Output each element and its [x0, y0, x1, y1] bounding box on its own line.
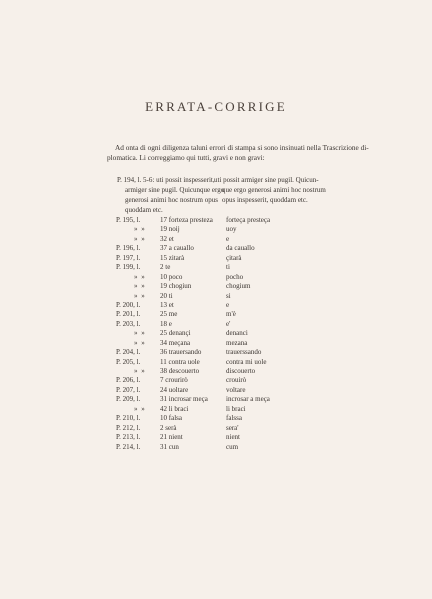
errata-row — [116, 254, 336, 263]
corrected-text: ti — [226, 263, 230, 272]
original-text: 10 falsa — [160, 414, 182, 423]
page-line-reference: P. 204, l. — [116, 348, 141, 357]
corrected-text: crouirò — [226, 376, 247, 385]
original-text: 31 cun — [160, 442, 179, 451]
errata-row — [116, 414, 336, 423]
corrected-text: çitarà — [226, 253, 242, 262]
page-line-reference: P. 209, l. — [116, 395, 141, 404]
original-text: 10 poco — [160, 272, 183, 281]
corrected-text: falssa — [226, 414, 242, 423]
original-text: 15 zitarà — [160, 253, 185, 262]
original-text: 42 li braci — [160, 404, 189, 413]
errata-row — [116, 320, 336, 329]
errata-row — [116, 424, 336, 433]
first-entry-line: que ergo generosi animi hoc nostrum — [222, 186, 326, 194]
errata-row — [116, 405, 336, 414]
original-text: 7 crourirò — [160, 376, 188, 385]
errata-row — [116, 301, 336, 310]
corrected-text: m'è — [226, 310, 236, 319]
page-line-reference: P. 207, l. — [116, 385, 141, 394]
original-text: 38 descouerto — [160, 367, 200, 375]
page-line-reference: P. 210, l. — [116, 414, 141, 423]
errata-row — [116, 443, 336, 452]
first-entry-line: quoddam etc. — [125, 206, 163, 214]
first-entry-line: uti possit armiger sine pugil. Quicun- — [214, 176, 319, 184]
corrected-text: forteça presteça — [226, 216, 271, 224]
original-text: 11 contra uole — [160, 357, 200, 366]
original-text: 34 meçana — [160, 338, 191, 347]
page-title: ERRATA-CORRIGE — [145, 99, 287, 114]
page-line-reference: P. 205, l. — [116, 357, 141, 366]
original-text: 24 uoltare — [160, 385, 189, 394]
errata-row — [116, 348, 336, 357]
corrected-text: nient — [226, 433, 240, 442]
page-line-reference: » » — [134, 404, 146, 413]
page-line-reference: P. 213, l. — [116, 433, 141, 442]
errata-row — [116, 329, 336, 338]
page-line-reference: P. 199, l. — [116, 263, 141, 272]
errata-row — [116, 395, 336, 404]
corrected-text: cum — [226, 442, 239, 451]
original-text: 2 te — [160, 263, 171, 272]
first-entry-original — [117, 175, 225, 215]
original-text: 17 forteza presteza — [160, 216, 213, 224]
intro-line: plomatica. Li correggiamo qui tutti, gravi e non gravi: — [107, 153, 265, 162]
corrected-text: da cauallo — [226, 244, 255, 253]
original-text: 2 serà — [160, 423, 177, 432]
corrected-text: voltare — [226, 385, 246, 394]
errata-row — [116, 358, 336, 367]
errata-row — [116, 292, 336, 301]
page-line-reference: P. 195, l. — [116, 216, 141, 224]
page-line-reference: » » — [134, 291, 146, 300]
errata-row — [116, 235, 336, 244]
original-text: 21 nient — [160, 433, 183, 442]
page-line-reference: » » — [134, 329, 146, 338]
errata-list — [116, 216, 336, 452]
errata-row — [116, 225, 336, 234]
original-text: 13 et — [160, 300, 174, 309]
page-line-reference: P. 201, l. — [116, 310, 141, 319]
page-line-reference: P. 200, l. — [116, 300, 141, 309]
corrected-text: e — [226, 300, 230, 309]
corrected-text: sera' — [226, 423, 239, 432]
corrected-text: si — [226, 291, 231, 300]
first-entry-correction — [214, 175, 326, 205]
original-text: 19 noij — [160, 225, 180, 234]
errata-row — [116, 376, 336, 385]
page-line-reference: » » — [134, 234, 146, 243]
corrected-text: incrosar a meça — [226, 395, 270, 404]
page-line-reference: P. 203, l. — [116, 319, 141, 328]
original-text: 25 denançi — [160, 329, 191, 338]
errata-row — [116, 244, 336, 253]
errata-row — [116, 339, 336, 348]
errata-row — [116, 282, 336, 291]
original-text: 20 ti — [160, 291, 173, 300]
errata-row — [116, 367, 336, 376]
original-text: 18 e — [160, 319, 172, 328]
intro-line: Ad onta di ogni diligenza taluni errori di stampa si sono insinuati nella Trascrizione di- — [115, 143, 369, 152]
intro-paragraph — [107, 143, 369, 163]
page-line-reference: » » — [134, 338, 146, 347]
corrected-text: contra mi uole — [226, 357, 267, 366]
original-text: 36 trauersando — [160, 348, 202, 357]
corrected-text: mezana — [226, 338, 248, 347]
corrected-text: trauerssando — [226, 348, 262, 357]
page-line-reference: P. 197, l. — [116, 253, 141, 262]
errata-row — [116, 386, 336, 395]
page-line-reference: P. 212, l. — [116, 423, 141, 432]
page-line-reference: » » — [134, 225, 146, 234]
errata-row — [116, 433, 336, 442]
original-text: 37 a cauallo — [160, 244, 194, 253]
errata-row — [116, 263, 336, 272]
corrected-text: denanci — [226, 329, 248, 338]
errata-row — [116, 310, 336, 319]
page-line-reference: P. 206, l. — [116, 376, 141, 385]
corrected-text: e' — [226, 319, 231, 328]
corrected-text: uoy — [226, 225, 237, 234]
page-line-reference: P. 196, l. — [116, 244, 141, 253]
page-line-reference: » » — [134, 367, 146, 375]
original-text: 31 incrosar meça — [160, 395, 208, 404]
corrected-text: discouerto — [226, 367, 256, 375]
original-text: 32 et — [160, 234, 174, 243]
errata-row — [116, 273, 336, 282]
first-entry-line: P. 194, l. 5-6: uti possit inspesserit, — [117, 176, 215, 184]
page-line-reference: » » — [134, 272, 146, 281]
original-text: 25 me — [160, 310, 178, 319]
first-entry-line: armiger sine pugil. Quicunque ergo — [125, 186, 225, 194]
page-line-reference: P. 214, l. — [116, 442, 141, 451]
corrected-text: pocho — [226, 272, 244, 281]
first-entry-line: generosi animi hoc nostrum opus — [125, 196, 218, 204]
corrected-text: chogium — [226, 282, 251, 291]
original-text: 19 chogiun — [160, 282, 192, 291]
corrected-text: e — [226, 234, 230, 243]
corrected-text: li braci — [226, 404, 246, 413]
first-entry-line: opus inspesserit, quoddam etc. — [222, 196, 308, 204]
page-line-reference: » » — [134, 282, 146, 291]
errata-row — [116, 216, 336, 225]
